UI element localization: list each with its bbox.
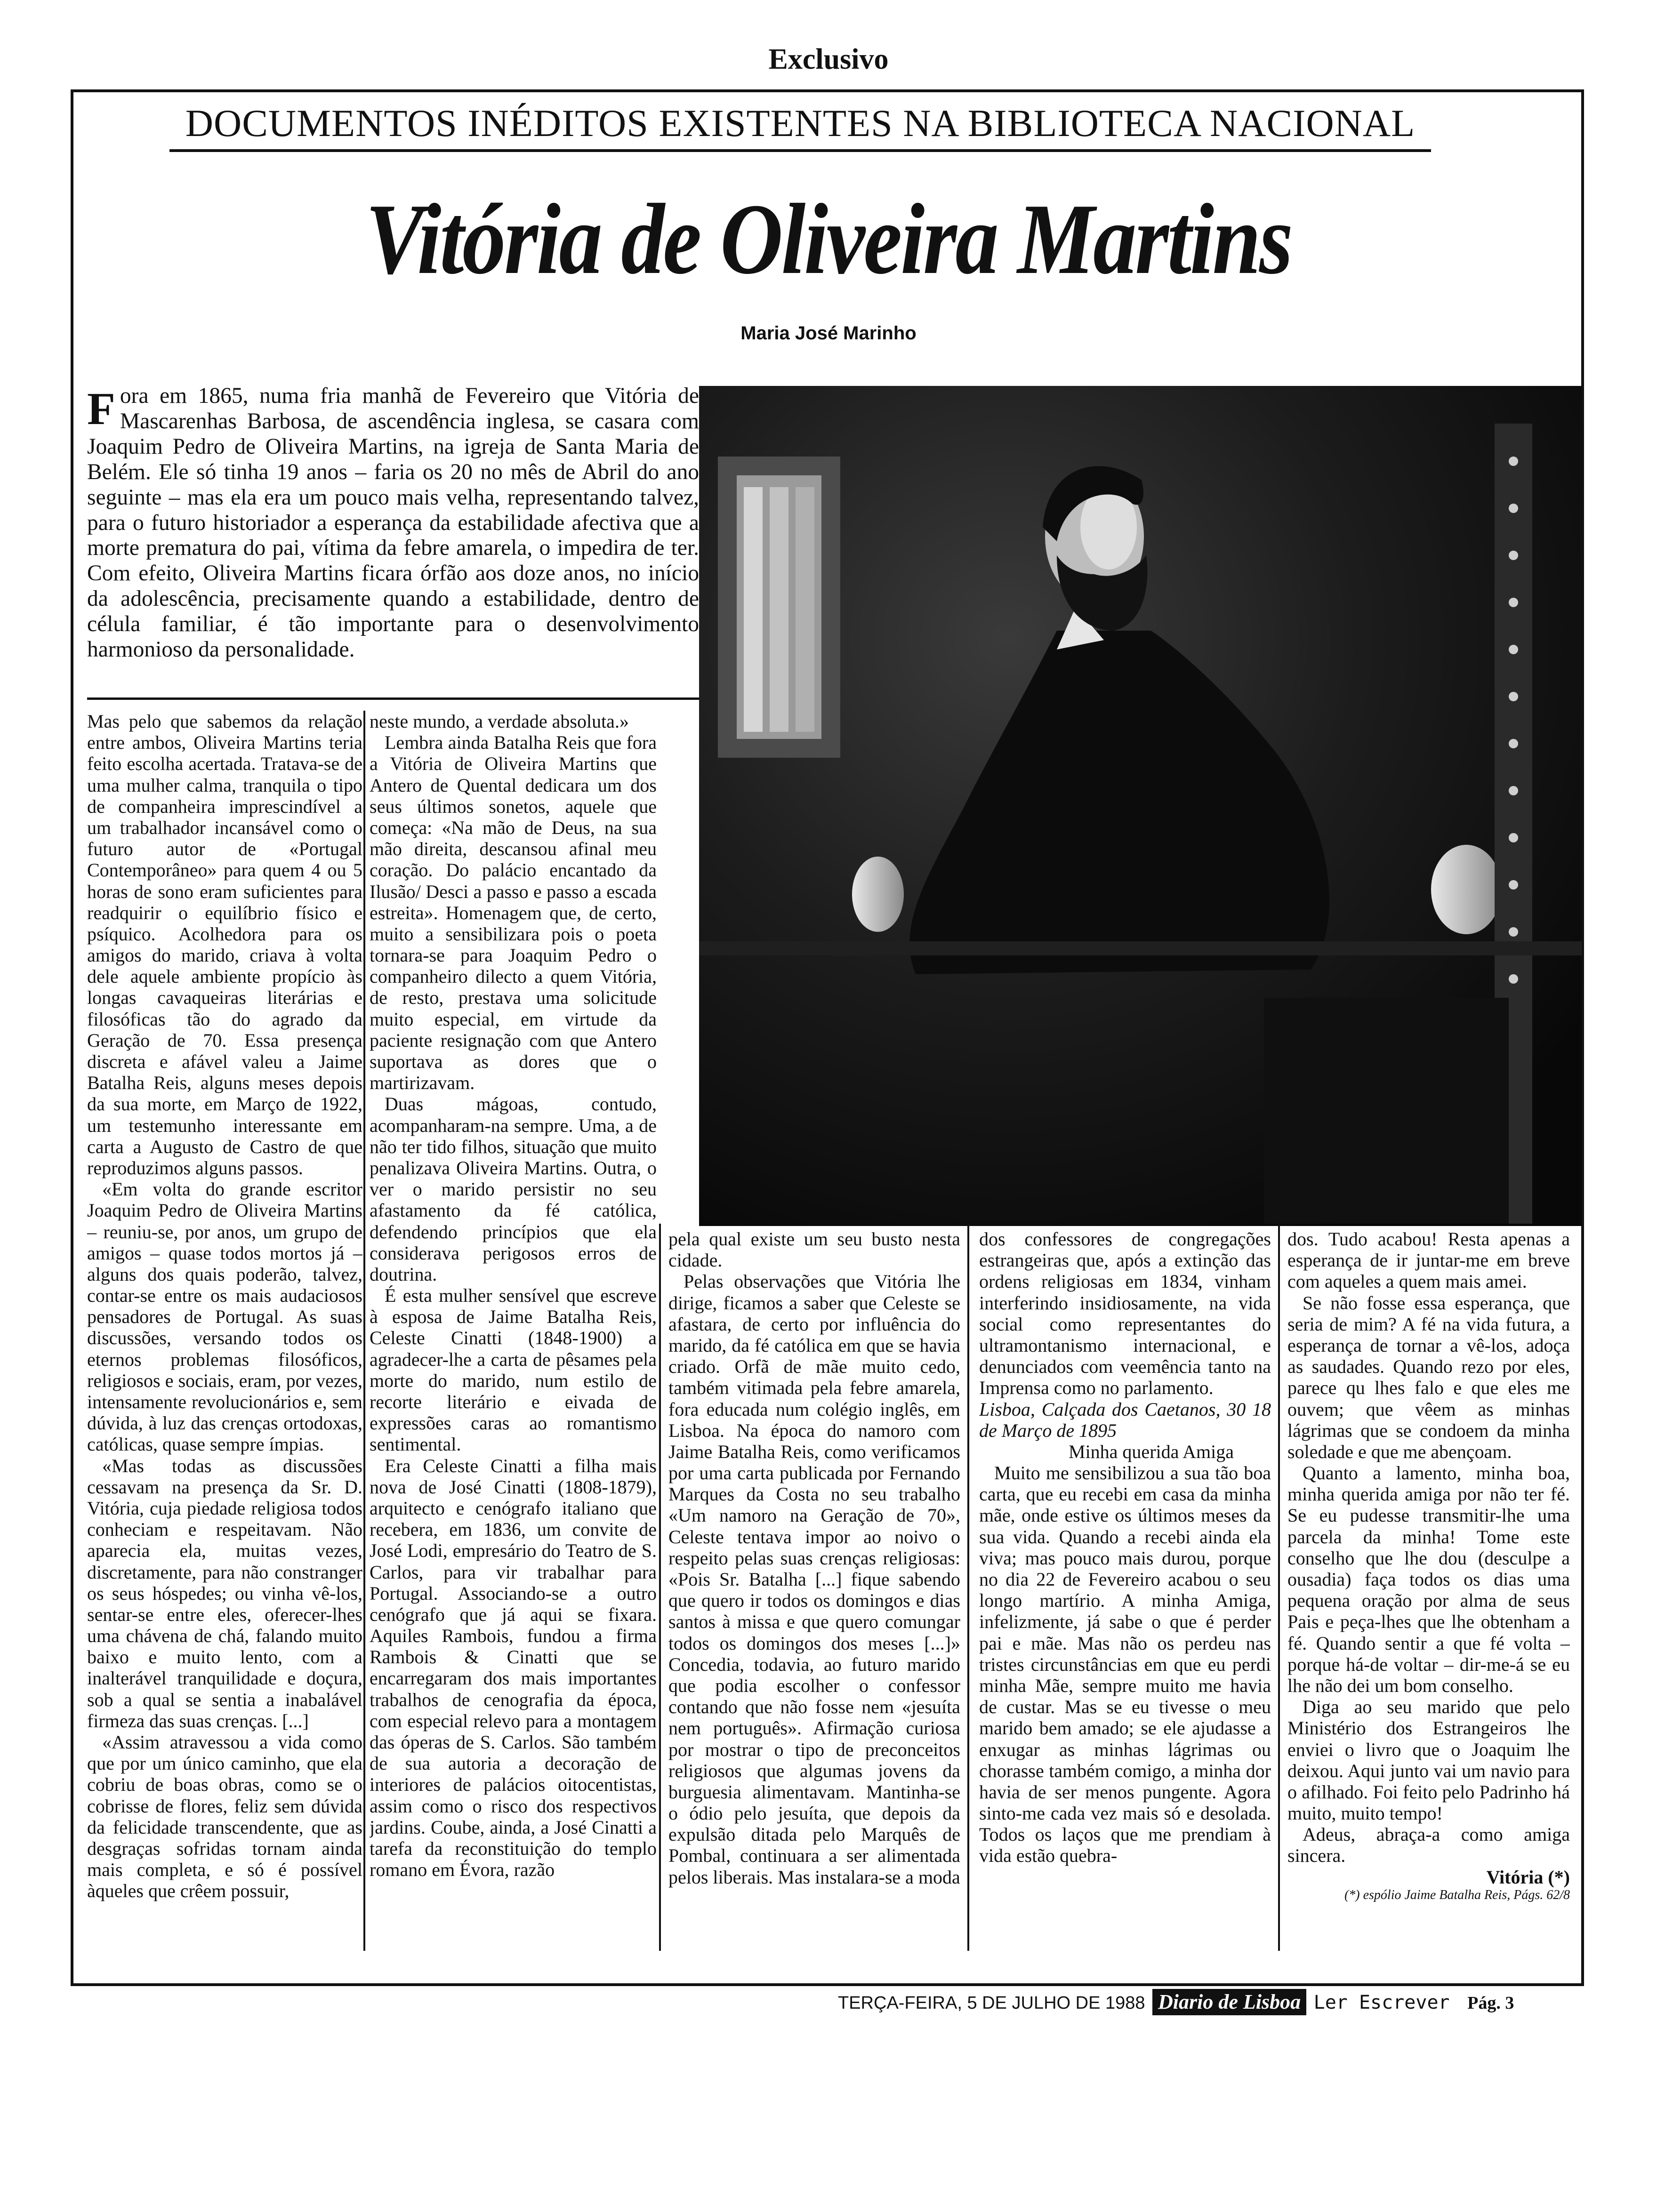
paragraph: Diga ao seu marido que pelo Ministério dos Estrangeiros lhe enviei o livro que o Joaquim lhe deixou. Aqui junto vai um navio para o afilhado. Foi feito pelo Padrinho há muito, muito tempo! — [1287, 1696, 1570, 1824]
page-number: Pág. 3 — [1467, 1993, 1514, 2013]
paragraph: Se não fosse essa esperança, que seria de mim? A fé na vida futura, a esperança de tornar a vê-los, adoça as saudades. Quando rezo por eles, parece qu lhes falo e que eles me ouvem; que vêem as minhas lágrimas que se condoem da minha soledade e que me abençoam. — [1287, 1292, 1570, 1462]
newspaper-logo: Diario de Lisboa — [1152, 1989, 1306, 2015]
issue-date: TERÇA-FEIRA, 5 DE JULHO DE 1988 — [838, 1993, 1145, 2013]
column-2 — [370, 711, 657, 1953]
paragraph: Lembra ainda Batalha Reis que fora a Vitória de Oliveira Martins que Antero de Quental dedicara um dos seus últimos sonetos, aquele que começa: «Na mão de Deus, na sua mão direita, descansou afinal meu coração. Do palácio encantado da Ilusão/ Desci a passo e passo a escada estreita». Homenagem que, de certo, muito a sensibilizara pois o poeta tornara-se para Joaquim Pedro o companheiro dilecto a quem Vitória, de resto, prestava uma solicitude muito especial, em virtude da paciente resignação com que Antero suportava as dores que o martirizavam. — [370, 732, 657, 1094]
paragraph: Duas mágoas, contudo, acompanharam-na sempre. Uma, a de não ter tido filhos, situação que muito penalizava Oliveira Martins. Outra, o ver o marido persistir no seu afastamento da fé católica, defendendo princípios que ela considerava perigosos erros de doutrina. — [370, 1093, 657, 1285]
column-3 — [668, 1228, 960, 1953]
lead-divider — [87, 697, 699, 700]
signature: Vitória (*) — [1486, 1866, 1570, 1888]
paragraph: Muito me sensibilizou a sua tão boa carta, que eu recebi em casa da minha mãe, onde estive os últimos meses da sua vida. Quando a recebi ainda ela viva; mas pouco mais durou, porque no dia 22 de Fevereiro acabou o seu longo martírio. A minha Amiga, infelizmente, já sabe o que é perder pai e mãe. Mas não os perdeu nas tristes circunstâncias em que eu perdi minha Mãe, sempre muito me havia de custar. Mas se eu tivesse o meu marido bem amado; se ele ajudasse a enxugar as minhas lágrimas ou chorasse também comigo, a minha dor havia de ser menos pungente. Agora sinto-me cada vez mais só e desolada. Todos os laços que me prendiam à vida estão quebra- — [979, 1462, 1271, 1867]
page-footer — [838, 1988, 1586, 2017]
lead-text: ora em 1865, numa fria manhã de Fevereiro que Vitória de Mascarenhas Barbosa, de ascendência inglesa, se casara com Joaquim Pedro de Oliveira Martins, na igreja de Santa Maria de Belém. Ele só tinha 19 anos – faria os 20 no mês de Abril do ano seguinte – mas ela era um pouco mais velha, representando talvez, para o futuro historiador a esperança da estabilidade afectiva que a morte prematura do pai, vítima da febre amarela, o impedira de ter. Com efeito, Oliveira Martins ficara órfão aos doze anos, no início da adolescência, precisamente quando a estabilidade, dentro de célula familiar, é tão importante para o desenvolvimento harmonioso da personalidade. — [87, 384, 699, 662]
paragraph: Quanto a lamento, minha boa, minha querida amiga por não ter fé. Se eu pudesse transmitir-lhe uma parcela da minha! Tome este conselho que lhe dou (desculpe a ousadia) faça todos os dias uma pequena oração por alma de seus Pais e peça-lhes que lhe obtenham a fé. Quando sentir a que fé volta – porque há-de voltar – dir-me-á se eu lhe não dei um bom conselho. — [1287, 1462, 1570, 1696]
paragraph: Adeus, abraça-a como amiga sincera. — [1287, 1824, 1570, 1867]
paragraph: pela qual existe um seu busto nesta cidade. — [668, 1228, 960, 1271]
column-divider — [1278, 1224, 1280, 1951]
column-divider — [659, 1224, 661, 1951]
byline: Maria José Marinho — [740, 323, 917, 344]
lead-paragraph — [87, 384, 699, 663]
column-1 — [87, 711, 362, 1953]
paragraph: Era Celeste Cinatti a filha mais nova de José Cinatti (1808-1879), arquitecto e cenógrafo italiano que recebera, em 1836, um convite de José Lodi, empresário do Teatro de S. Carlos, para vir trabalhar para Portugal. Associando-se a outro cenógrafo que já aqui se fixara. Aquiles Rambois, fundou a firma Rambois & Cinatti que se encarregaram dos mais importantes trabalhos de cenografia da época, com especial relevo para a montagem das óperas de S. Carlos. São também de sua autoria a decoração de interiores de palácios oitocentistas, assim como o risco dos respectivos jardins. Coube, ainda, a José Cinatti a tarefa da reconstituição do templo romano em Évora, razão — [370, 1455, 657, 1881]
column-4 — [979, 1228, 1271, 1953]
paragraph: «Mas todas as discussões cessavam na presença da Sr. D. Vitória, cuja piedade religiosa todos conheciam e respeitavam. Não aparecia ela, muitas vezes, discretamente, para não constranger os seus hóspedes; ou vinha vê-los, sentar-se entre eles, oferecer-lhes uma chávena de chá, falando muito baixo e muito lento, com a inalterável tranquilidade e doçura, sob a qual se sentia a inabalável firmeza das suas crenças. [...] — [87, 1455, 362, 1731]
paragraph: «Assim atravessou a vida como que por um único caminho, que ela cobriu de boas obras, como se o cobrisse de flores, feliz sem dúvida da felicidade transcendente, que as desgraças sofridas tornam ainda mais completa, e só é possível àqueles que crêem possuir, — [87, 1731, 362, 1902]
paragraph: Mas pelo que sabemos da relação entre ambos, Oliveira Martins teria feito escolha acertada. Tratava-se de uma mulher calma, tranquila o tipo de companheira imprescindível a um trabalhador incansável como o futuro autor de «Portugal Contemporâneo» para quem 4 ou 5 horas de sono eram suficientes para readquirir o equilíbrio físico e psíquico. Acolhedora para os amigos do marido, criava à volta dele aquele ambiente propício às longas cavaqueiras literárias e filosóficas tão do agrado da Geração de 70. Essa presença discreta e afável valeu a Jaime Batalha Reis, alguns meses depois da sua morte, em Março de 1922, um testemunho interessante em carta a Augusto de Castro de que reproduzimos alguns passos. — [87, 711, 362, 1178]
column-5 — [1287, 1228, 1570, 1953]
paragraph: dos confessores de congregações estrangeiras que, após a extinção das ordens religiosas em 1834, vinham interferindo insidiosamente, na vida social como representantes do ultramontanismo internacional, e denunciados com veemência tanto na Imprensa como no parlamento. — [979, 1228, 1271, 1399]
paragraph: É esta mulher sensível que escreve à esposa de Jaime Batalha Reis, Celeste Cinatti (1848-1900) a agradecer-lhe a carta de pêsames pela morte do marido, num estilo de recorte literário e eivada de expressões caras ao romantismo sentimental. — [370, 1285, 657, 1455]
paragraph: dos. Tudo acabou! Resta apenas a esperança de ir juntar-me em breve com aqueles a quem mais amei. — [1287, 1228, 1570, 1292]
drop-cap: F — [87, 384, 115, 434]
letter-dateline: Lisboa, Calçada dos Caetanos, 30 18 de Março de 1895 — [979, 1398, 1271, 1441]
letter-salutation: Minha querida Amiga — [1069, 1441, 1234, 1462]
column-divider — [967, 1224, 969, 1951]
paragraph: Pelas observações que Vitória lhe dirige, ficamos a saber que Celeste se afastara, de certo por influência do marido, da fé católica em que se havia criado. Orfã de mãe muito cedo, também vitimada pela febre amarela, fora educada num colégio inglês, em Lisboa. Na época do namoro com Jaime Batalha Reis, como verificamos por uma carta publicada por Fernando Marques da Costa no seu trabalho «Um namoro na Geração de 70», Celeste tentava impor ao noivo o respeito pelas suas crenças religiosas: «Pois Sr. Batalha [...] fique sabendo que quero ir todos os domingos e dias santos à missa e que quero comungar todos os domingos dos meses [...]» Concedia, todavia, ao futuro marido que podia escolher o confessor contando que não fosse nem «jesuíta nem português». Afirmação curiosa por mostrar o tipo de preconceitos religiosos que algumas jovens da burguesia alimentavam. Mantinha-se o ódio pelo jesuíta, que depois da expulsão ditada pelo Marquês de Pombal, continuara a ser alimentada pelos liberais. Mas instalara-se a moda — [668, 1271, 960, 1888]
section-name: Ler Escrever — [1313, 1992, 1450, 2013]
paragraph: neste mundo, a verdade absoluta.» — [370, 711, 629, 732]
section-tag: Exclusivo — [768, 43, 889, 75]
headline: Vitória de Oliveira Martins — [365, 183, 1292, 295]
column-divider — [363, 711, 365, 1951]
source-note: (*) espólio Jaime Batalha Reis, Págs. 62/8 — [1344, 1887, 1570, 1902]
portrait-photo — [699, 386, 1582, 1226]
paragraph: «Em volta do grande escritor Joaquim Pedro de Oliveira Martins – reuniu-se, por anos, um grupo de amigos – quase todos mortos já – alguns dos quais poderão, talvez, contar-se entre os mais audaciosos pensadores de Portugal. As suas discussões, versando todos os eternos problemas filosóficos, religiosos e sociais, eram, por vezes, intensamente revolucionários e, sem dúvida, à luz das crenças ortodoxas, católicas, quase sempre ímpias. — [87, 1178, 362, 1455]
kicker: DOCUMENTOS INÉDITOS EXISTENTES NA BIBLIOTECA NACIONAL — [169, 101, 1431, 152]
